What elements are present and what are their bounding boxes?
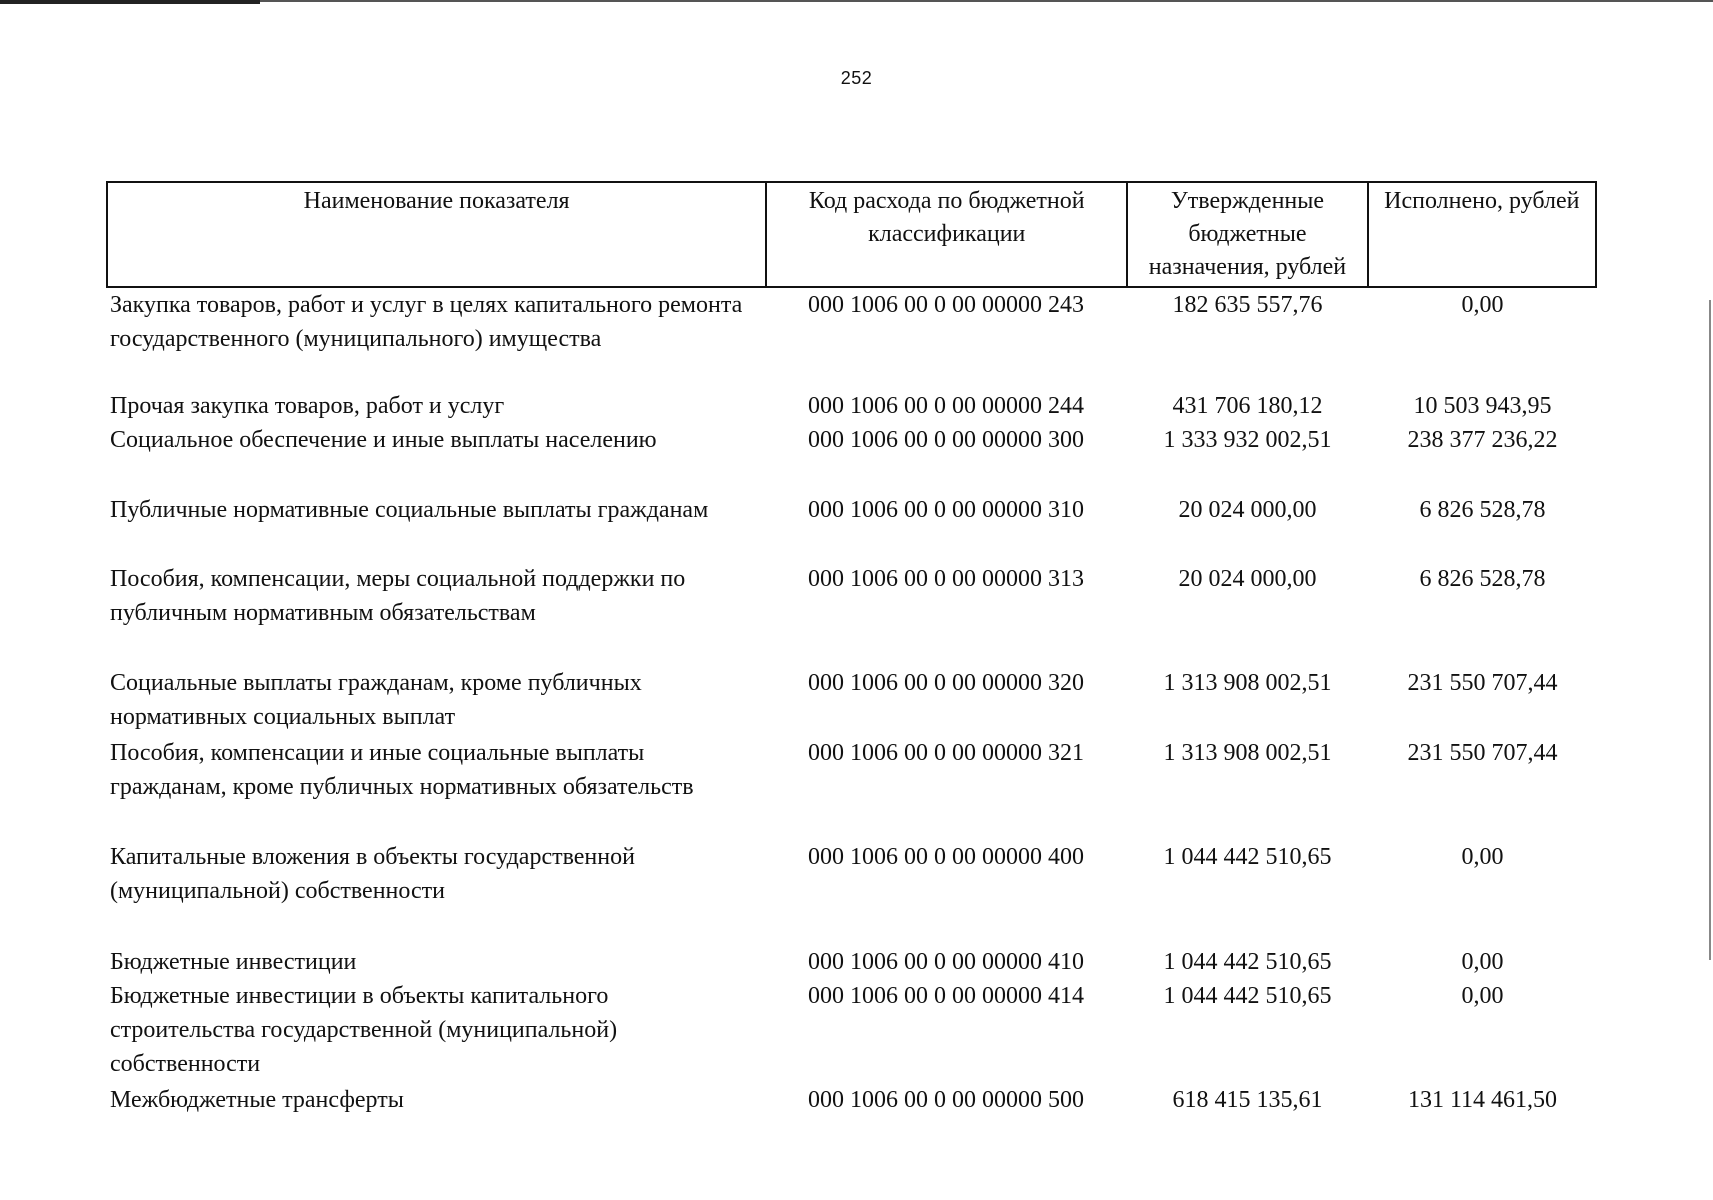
row-approved: 182 635 557,76 [1172,292,1323,318]
row-executed: 238 377 236,22 [1407,427,1558,453]
row-name: Капитальные вложения в объекты государственной (муниципальной) собственности [110,844,635,904]
row-approved: 20 024 000,00 [1178,497,1317,523]
header-executed: Исполнено, рублей [1367,183,1595,286]
table-row [106,288,1597,389]
row-approved: 1 313 908 002,51 [1163,740,1332,766]
table-body [106,288,1597,1119]
row-name: Социальное обеспечение и иные выплаты населению [110,427,657,453]
row-code: 000 1006 00 0 00 00000 310 [808,497,1084,523]
row-approved: 431 706 180,12 [1172,393,1323,419]
table-row [106,945,1597,979]
row-executed: 6 826 528,78 [1419,566,1546,592]
row-executed: 131 114 461,50 [1407,1087,1558,1113]
table-row [106,666,1597,736]
row-name: Бюджетные инвестиции в объекты капитального строительства государственной (муниципальной) собственности [110,983,618,1077]
row-approved: 1 313 908 002,51 [1163,670,1332,696]
row-approved: 618 415 135,61 [1172,1087,1323,1113]
row-executed: 0,00 [1461,949,1504,975]
row-code: 000 1006 00 0 00 00000 244 [808,393,1084,419]
row-executed: 6 826 528,78 [1419,497,1546,523]
row-executed: 10 503 943,95 [1413,393,1552,419]
row-name: Прочая закупка товаров, работ и услуг [110,393,505,419]
row-approved: 1 044 442 510,65 [1163,844,1332,870]
row-executed: 0,00 [1461,844,1504,870]
table-row [106,840,1597,945]
table-row [106,423,1597,493]
row-approved: 20 024 000,00 [1178,566,1317,592]
row-code: 000 1006 00 0 00 00000 414 [808,983,1084,1009]
table-row [106,493,1597,562]
row-name: Публичные нормативные социальные выплаты гражданам [110,497,709,523]
scan-border-right [1709,300,1711,960]
table-row [106,1083,1597,1119]
table-row [106,979,1597,1083]
row-approved: 1 333 932 002,51 [1163,427,1332,453]
row-code: 000 1006 00 0 00 00000 400 [808,844,1084,870]
row-name: Закупка товаров, работ и услуг в целях капитального ремонта государственного (муниципального) имущества [110,292,743,352]
row-code: 000 1006 00 0 00 00000 243 [808,292,1084,318]
row-approved: 1 044 442 510,65 [1163,983,1332,1009]
row-code: 000 1006 00 0 00 00000 300 [808,427,1084,453]
table-header [106,181,1597,288]
row-executed: 0,00 [1461,983,1504,1009]
header-code: Код расхода по бюджетной классификации [765,183,1126,286]
row-name: Межбюджетные трансферты [110,1087,404,1113]
row-executed: 231 550 707,44 [1407,740,1558,766]
row-name: Социальные выплаты гражданам, кроме публичных нормативных социальных выплат [110,670,642,730]
row-code: 000 1006 00 0 00 00000 313 [808,566,1084,592]
table-row [106,736,1597,840]
row-code: 000 1006 00 0 00 00000 320 [808,670,1084,696]
row-name: Пособия, компенсации и иные социальные выплаты гражданам, кроме публичных нормативных обязательств [110,740,694,800]
row-approved: 1 044 442 510,65 [1163,949,1332,975]
table-row [106,389,1597,423]
page-number: 252 [840,68,873,88]
scan-border-top-dark [0,0,260,4]
row-executed: 231 550 707,44 [1407,670,1558,696]
header-name: Наименование показателя [303,188,570,214]
row-name: Бюджетные инвестиции [110,949,357,975]
row-executed: 0,00 [1461,292,1504,318]
row-code: 000 1006 00 0 00 00000 410 [808,949,1084,975]
row-code: 000 1006 00 0 00 00000 321 [808,740,1084,766]
row-name: Пособия, компенсации, меры социальной поддержки по публичным нормативным обязательствам [110,566,686,626]
row-code: 000 1006 00 0 00 00000 500 [808,1087,1084,1113]
table-row [106,562,1597,666]
header-approved: Утвержденные бюджетные назначения, рублей [1126,183,1366,286]
